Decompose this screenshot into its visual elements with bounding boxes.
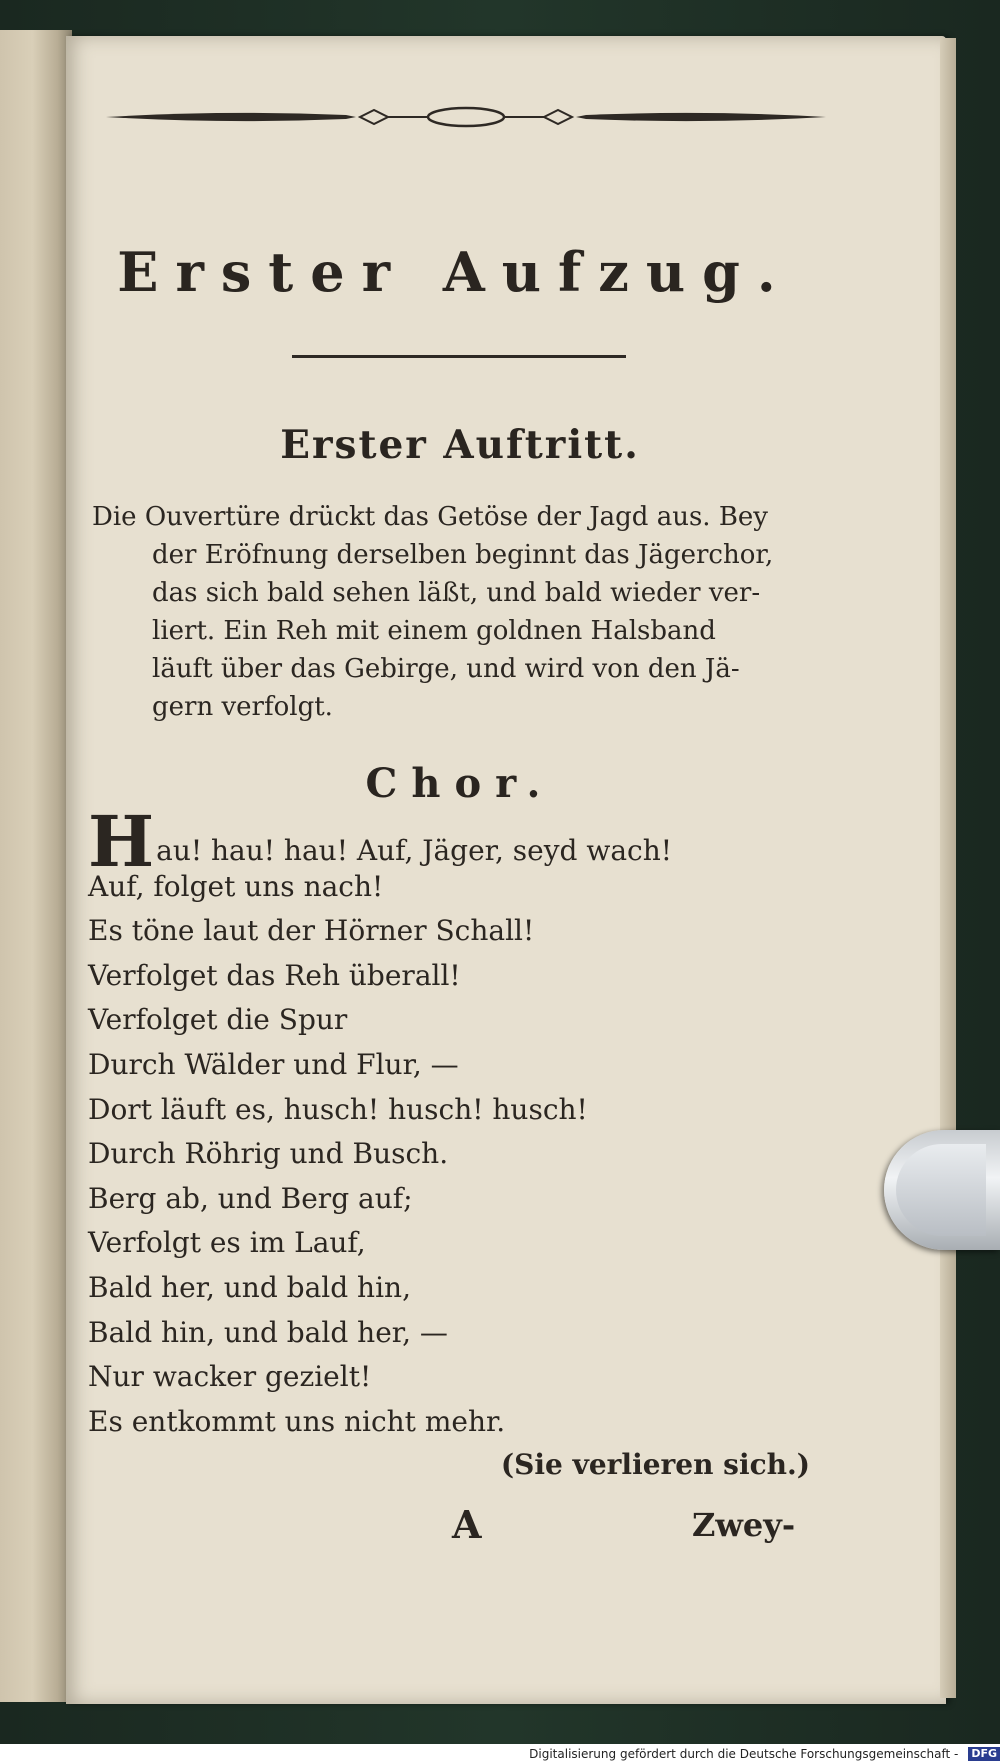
stage-direction-line: gern verfolgt. xyxy=(152,692,333,722)
verse-line: Durch Wälder und Flur, — xyxy=(88,1047,459,1081)
verse-line xyxy=(88,800,788,883)
verse-line: Auf, folget uns nach! xyxy=(88,869,384,903)
act-title: Erster Aufzug. xyxy=(117,240,793,304)
stage-direction-line: das sich bald sehen läßt, und bald wieder ver- xyxy=(152,578,761,608)
page-clip xyxy=(884,1130,1000,1250)
scene-title: Erster Auftritt. xyxy=(280,422,640,468)
verse-line: Nur wacker gezielt! xyxy=(88,1360,372,1394)
chorus-verse xyxy=(88,800,788,1444)
footer-bar xyxy=(0,1744,1000,1764)
verse-line: Es entkommt uns nicht mehr. xyxy=(88,1404,506,1438)
exit-direction: (Sie verlieren sich.) xyxy=(500,1448,810,1481)
left-page-edge xyxy=(0,30,72,1702)
verse-line: Dort läuft es, husch! husch! husch! xyxy=(88,1092,588,1126)
page-stack-edge xyxy=(940,38,956,1698)
chorus-heading: Chor. xyxy=(365,760,555,807)
catchword: Zwey- xyxy=(692,1506,796,1544)
verse-line: Verfolgt es im Lauf, xyxy=(88,1226,366,1260)
footer-credit: Digitalisierung gefördert durch die Deutsche Forschungsgemeinschaft - xyxy=(529,1747,959,1761)
verse-line: Berg ab, und Berg auf; xyxy=(88,1181,413,1215)
page-clip-face xyxy=(896,1144,986,1236)
verse-line: Es töne laut der Hörner Schall! xyxy=(88,914,535,948)
stage-direction-line: läuft über das Gebirge, und wird von den Jä- xyxy=(152,654,740,684)
signature-mark: A xyxy=(452,1502,482,1547)
header-ornament xyxy=(106,102,826,132)
stage-direction xyxy=(92,498,844,726)
verse-line-text: au! hau! hau! Auf, Jäger, seyd wach! xyxy=(156,834,672,867)
title-rule xyxy=(292,355,626,358)
stage-direction-line: liert. Ein Reh mit einem goldnen Halsband xyxy=(152,616,716,646)
verse-line: Bald hin, und bald her, — xyxy=(88,1315,448,1349)
verse-line: Verfolget das Reh überall! xyxy=(88,958,461,992)
dfg-logo: DFG xyxy=(968,1747,1000,1761)
stage-direction-line: der Eröfnung derselben beginnt das Jägerchor, xyxy=(152,540,774,570)
drop-cap: H xyxy=(88,800,155,883)
stage-direction-line: Die Ouvertüre drückt das Getöse der Jagd aus. Bey xyxy=(92,502,768,532)
verse-line: Durch Röhrig und Busch. xyxy=(88,1137,449,1171)
verse-line: Verfolget die Spur xyxy=(88,1003,348,1037)
verse-line: Bald her, und bald hin, xyxy=(88,1270,411,1304)
